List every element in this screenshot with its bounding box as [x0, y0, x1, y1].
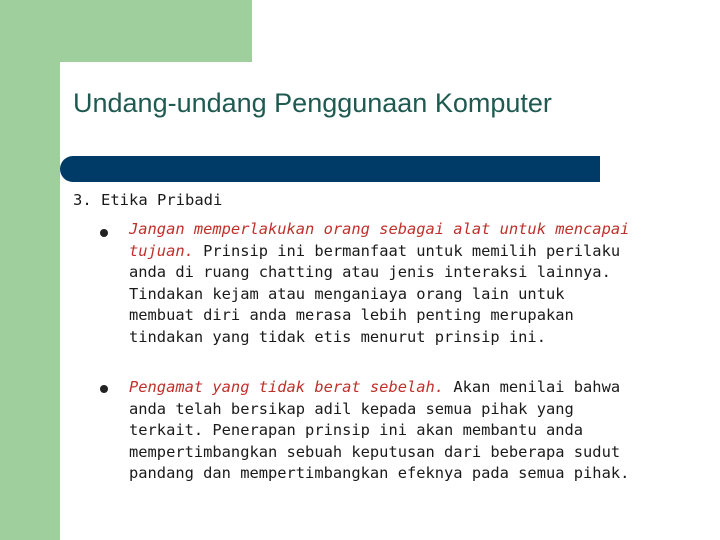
section-heading: 3. Etika Pribadi [73, 191, 223, 209]
paragraph-line: tujuan. Prinsip ini bermanfaat untuk memilih perilaku [129, 241, 621, 260]
slide-title: Undang-undang Penggunaan Komputer [73, 88, 552, 118]
decorative-green-sidebar [0, 0, 60, 540]
paragraph-line: Pengamat yang tidak berat sebelah. Akan menilai bahwa [129, 378, 621, 396]
paragraph-line: anda telah bersikap adil kepada semua pihak yang [129, 399, 574, 418]
bullet-paragraph-1 [129, 219, 689, 349]
paragraph-line: tindakan yang tidak etis menurut prinsip ini. [129, 327, 546, 346]
paragraph-line: Tindakan kejam atau menganiaya orang lain untuk [129, 284, 565, 303]
title-underline-bar [60, 156, 600, 182]
paragraph-line: terkait. Penerapan prinsip ini akan membantu anda [129, 421, 584, 440]
paragraph-line: anda di ruang chatting atau jenis interaksi lainnya. [129, 263, 611, 282]
paragraph-line: mempertimbangkan sebuah keputusan dari beberapa sudut [129, 442, 621, 461]
bullet-icon [100, 229, 108, 237]
bullet-icon [100, 385, 108, 393]
paragraph-line: membuat diri anda merasa lebih penting merupakan [129, 306, 574, 325]
paragraph-line: pandang dan mempertimbangkan efeknya pada semua pihak. [129, 464, 630, 483]
bullet-paragraph-2 [129, 377, 689, 485]
paragraph-line: Jangan memperlakukan orang sebagai alat untuk mencapai [129, 220, 630, 238]
